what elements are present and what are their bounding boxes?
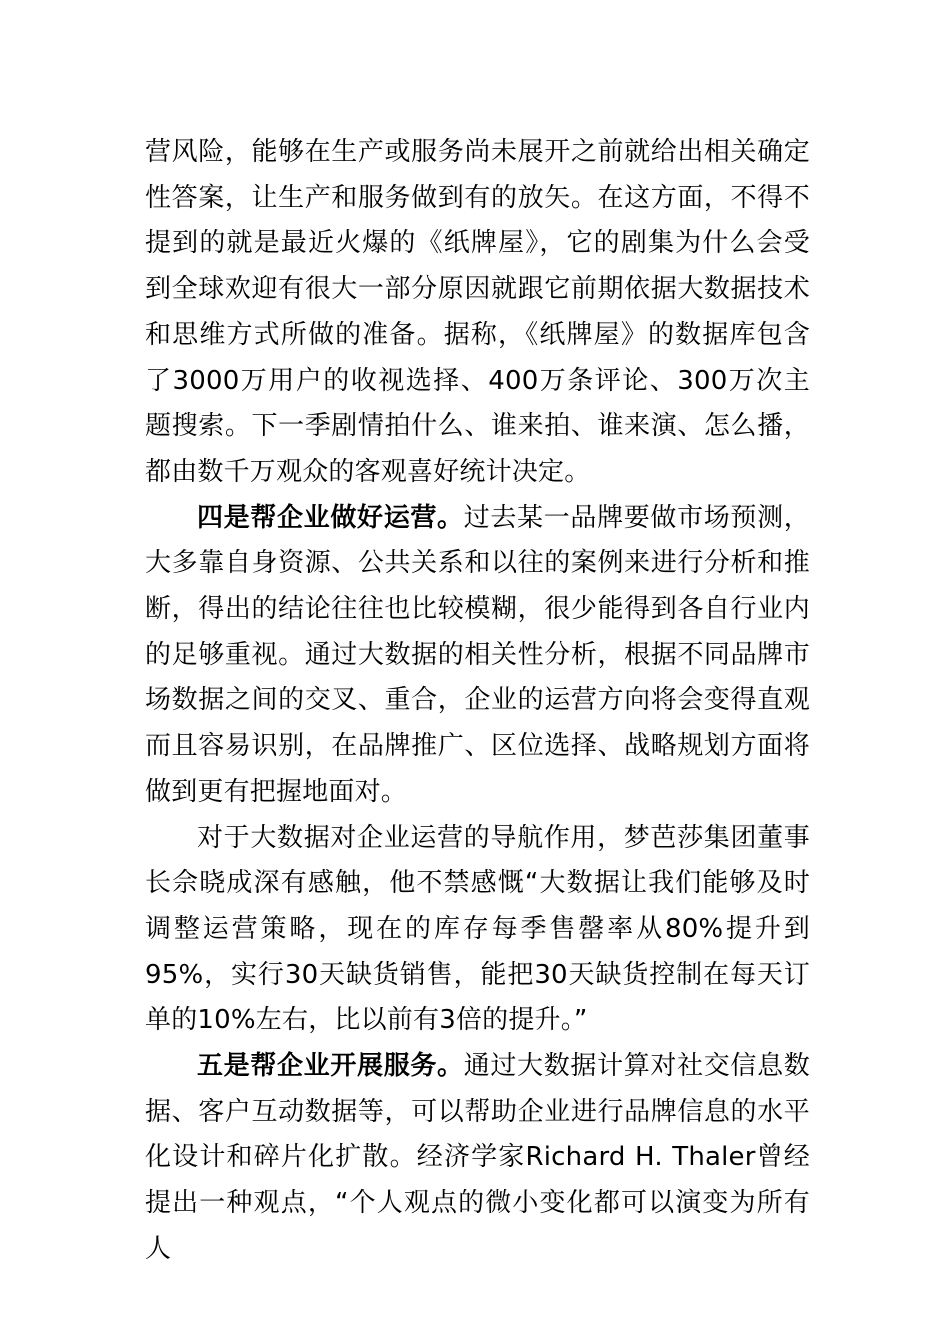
paragraph-text: 过去某一品牌要做市场预测，大多靠自身资源、公共关系和以往的案例来进行分析和推断，得出的结论往往也比较模糊，很少能得到各自行业内的足够重视。通过大数据的相关性分析，根据不同品牌市场数据之间的交叉、重合，企业的运营方向将会变得直观而且容易识别，在品牌推广、区位选择、战略规划方面将做到更有把握地面对。	[145, 502, 810, 807]
paragraph-text: 对于大数据对企业运营的导航作用，梦芭莎集团董事长佘晓成深有感触，他不禁感慨“大数据让我们能够及时调整运营策略，现在的库存每季售罄率从80%提升到95%，实行30天缺货销售，能把30天缺货控制在每天订单的10%左右，比以前有3倍的提升。”	[145, 822, 810, 1036]
paragraph-lead-heading: 五是帮企业开展服务。	[197, 1051, 464, 1082]
paragraph-quote	[145, 816, 810, 1045]
paragraph-text: 营风险，能够在生产或服务尚未展开之前就给出相关确定性答案，让生产和服务做到有的放矢。在这方面，不得不提到的就是最近火爆的《纸牌屋》，它的剧集为什么会受到全球欢迎有很大一部分原因就跟它前期依据大数据技术和思维方式所做的准备。据称，《纸牌屋》的数据库包含了3000万用户的收视选择、400万条评论、300万次主题搜索。下一季剧情拍什么、谁来拍、谁来演、怎么播，都由数千万观众的客观喜好统计决定。	[145, 137, 810, 487]
paragraph-services	[145, 1044, 810, 1273]
paragraph-risk-continuation	[145, 130, 810, 496]
document-body	[145, 130, 810, 1273]
paragraph-text: 通过大数据计算对社交信息数据、客户互动数据等，可以帮助企业进行品牌信息的水平化设计和碎片化扩散。经济学家Richard H. Thaler曾经提出一种观点，“个人观点的微小变化都可以演变为所有人	[145, 1051, 810, 1264]
paragraph-operations	[145, 496, 810, 816]
paragraph-lead-heading: 四是帮企业做好运营。	[197, 502, 464, 533]
